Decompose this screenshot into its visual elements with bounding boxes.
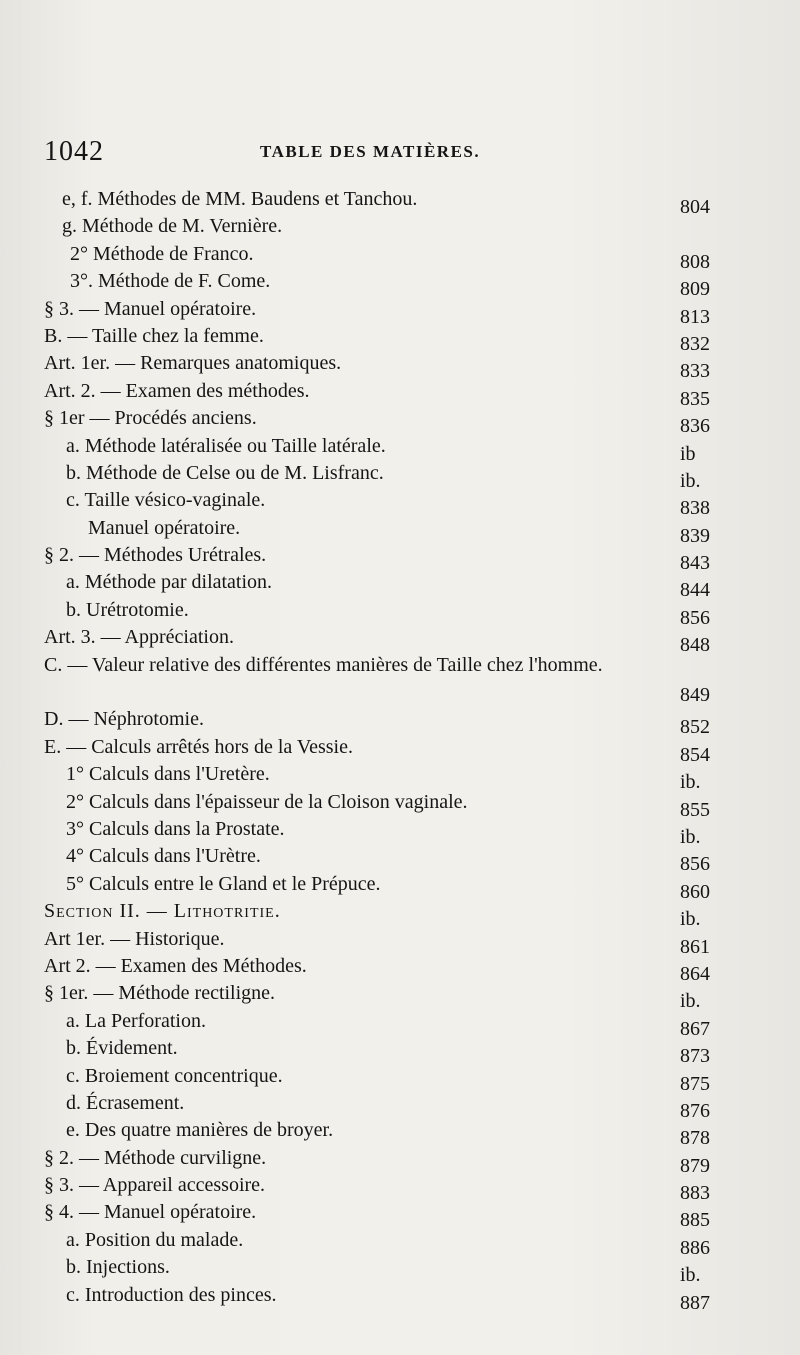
toc-entry-page: 883	[680, 1182, 710, 1205]
toc-entry-text: 4° Calculs dans l'Urètre.	[66, 845, 261, 868]
toc-entry	[0, 213, 800, 240]
toc-entry-text: Art. 1er. — Remarques anatomiques.	[44, 352, 342, 375]
toc-entry-text: a. Méthode par dilatation.	[66, 571, 273, 594]
toc-entry	[0, 569, 800, 602]
toc-entry	[0, 734, 800, 766]
toc-entry-text: 1° Calculs dans l'Uretère.	[66, 763, 270, 786]
toc-entry-page: 849	[680, 683, 710, 706]
toc-entry-page: ib.	[680, 908, 701, 931]
toc-entry-page: 813	[680, 305, 710, 328]
toc-entry-page: 887	[680, 1291, 710, 1314]
toc-entry-page: ib.	[680, 771, 701, 794]
toc-entry-page: 867	[680, 1017, 710, 1040]
toc-entry	[0, 405, 800, 438]
toc-entry-text: c. Taille vésico-vaginale.	[66, 489, 266, 512]
toc-entry	[0, 1117, 800, 1150]
toc-entry	[0, 241, 800, 273]
toc-entry-text: C. — Valeur relative des différentes manières de Taille chez l'homme.	[44, 653, 603, 676]
toc-entry	[0, 1145, 800, 1177]
toc-entry-page: 861	[680, 935, 710, 958]
toc-entry	[0, 186, 800, 218]
toc-entry-text: § 2. — Méthode curviligne.	[44, 1146, 267, 1169]
toc-entry	[0, 871, 800, 903]
toc-entry	[0, 1199, 800, 1232]
running-title: TABLE DES MATIÈRES.	[260, 142, 481, 161]
toc-entry	[0, 843, 800, 876]
toc-entry-page: 885	[680, 1209, 710, 1232]
toc-entry	[0, 296, 800, 328]
toc-entry-page: 856	[680, 853, 710, 876]
toc-entry-text: Art 2. — Examen des Méthodes.	[44, 954, 307, 977]
toc-entry	[0, 898, 800, 931]
toc-entry-page: 839	[680, 524, 710, 547]
toc-entry	[0, 953, 800, 985]
toc-entry-text: Section II. — Lithotritie.	[44, 900, 281, 923]
toc-entry-text: § 2. — Méthodes Urétrales.	[44, 544, 267, 567]
toc-entry-text: b. Évidement.	[66, 1037, 178, 1060]
table-of-contents	[0, 186, 800, 1314]
toc-entry	[0, 378, 800, 410]
toc-entry-text: b. Méthode de Celse ou de M. Lisfranc.	[66, 461, 384, 484]
toc-entry	[0, 652, 800, 707]
toc-entry	[0, 624, 800, 657]
toc-entry-text: 5° Calculs entre le Gland et le Prépuce.	[66, 872, 381, 895]
toc-entry-text: a. Position du malade.	[66, 1228, 244, 1251]
toc-entry-text: § 3. — Manuel opératoire.	[44, 297, 257, 320]
toc-entry	[0, 980, 800, 1013]
toc-entry	[0, 789, 800, 821]
toc-entry	[0, 542, 800, 575]
toc-entry-text: c. Broiement concentrique.	[66, 1064, 283, 1087]
toc-entry-text: 2° Méthode de Franco.	[70, 242, 254, 265]
toc-entry-text: Art. 2. — Examen des méthodes.	[44, 379, 310, 402]
toc-entry	[0, 515, 800, 547]
toc-entry-page: 809	[680, 278, 710, 301]
toc-entry	[0, 350, 800, 383]
toc-entry	[0, 1254, 800, 1287]
toc-entry-text: b. Injections.	[66, 1256, 170, 1279]
toc-entry	[0, 926, 800, 958]
toc-entry-page: 808	[680, 250, 710, 273]
toc-entry-page: 848	[680, 634, 710, 657]
toc-entry-page: 876	[680, 1099, 710, 1122]
toc-entry-page: 886	[680, 1236, 710, 1259]
toc-entry	[0, 433, 800, 465]
toc-entry-page: 878	[680, 1127, 710, 1150]
toc-entry	[0, 1172, 800, 1205]
toc-entry	[0, 1063, 800, 1095]
toc-entry-text: § 4. — Manuel opératoire.	[44, 1201, 257, 1224]
toc-entry-page: ib	[680, 442, 696, 465]
toc-entry	[0, 761, 800, 794]
toc-entry	[0, 1008, 800, 1040]
toc-entry	[0, 1227, 800, 1259]
toc-entry-text: d. Écrasement.	[66, 1091, 185, 1114]
toc-entry-text: Art 1er. — Historique.	[44, 927, 225, 950]
toc-entry	[0, 706, 800, 739]
toc-entry-text: 2° Calculs dans l'épaisseur de la Cloison vaginale.	[66, 790, 468, 813]
toc-entry-page: 860	[680, 880, 710, 903]
toc-entry-page: 856	[680, 606, 710, 629]
toc-entry-text: § 1er — Procédés anciens.	[44, 407, 257, 430]
toc-entry-page: 835	[680, 387, 710, 410]
toc-entry-text: c. Introduction des pinces.	[66, 1283, 277, 1306]
toc-entry-page: 879	[680, 1154, 710, 1177]
toc-entry-text: a. La Perforation.	[66, 1009, 206, 1032]
toc-entry-text: 3°. Méthode de F. Come.	[70, 270, 271, 293]
toc-entry	[0, 268, 800, 301]
toc-entry-text: b. Urétrotomie.	[66, 598, 189, 621]
toc-entry-page: 854	[680, 743, 710, 766]
toc-entry-text: § 1er. — Méthode rectiligne.	[44, 982, 276, 1005]
page-header	[40, 132, 760, 172]
toc-entry-text: D. — Néphrotomie.	[44, 708, 204, 731]
toc-entry-text: e, f. Méthodes de MM. Baudens et Tanchou.	[62, 188, 418, 210]
toc-entry	[0, 597, 800, 629]
toc-entry-text: a. Méthode latéralisée ou Taille latérale.	[66, 434, 386, 457]
toc-entry-text: g. Méthode de M. Vernière.	[62, 215, 283, 238]
toc-entry-page: 855	[680, 798, 710, 821]
toc-entry-text: Art. 3. — Appréciation.	[44, 626, 234, 649]
toc-entry-text: E. — Calculs arrêtés hors de la Vessie.	[44, 735, 353, 758]
toc-entry-text: 3° Calculs dans la Prostate.	[66, 818, 285, 840]
toc-entry-text: Manuel opératoire.	[88, 516, 241, 539]
toc-entry-page: 833	[680, 360, 710, 383]
toc-entry-text: § 3. — Appareil accessoire.	[44, 1174, 266, 1197]
toc-entry-text: B. — Taille chez la femme.	[44, 324, 264, 347]
toc-entry-page: ib.	[680, 826, 701, 848]
toc-entry-page: 838	[680, 497, 710, 520]
toc-entry-page: 873	[680, 1045, 710, 1068]
toc-entry-page: ib.	[680, 1264, 701, 1287]
toc-entry-page: ib.	[680, 469, 701, 492]
toc-entry-page: 844	[680, 579, 710, 602]
toc-entry	[0, 323, 800, 355]
toc-entry	[0, 487, 800, 520]
toc-entry-page: 864	[680, 962, 710, 985]
toc-entry-text: e. Des quatre manières de broyer.	[66, 1119, 334, 1142]
toc-entry	[0, 460, 800, 492]
toc-entry	[0, 816, 800, 848]
toc-entry	[0, 1035, 800, 1068]
toc-entry	[0, 1282, 800, 1314]
toc-entry-page: 843	[680, 552, 710, 575]
toc-entry-page: ib.	[680, 990, 701, 1013]
page-number: 1042	[44, 136, 104, 167]
toc-entry-page: 852	[680, 716, 710, 739]
toc-entry	[0, 1090, 800, 1122]
toc-entry-page: 875	[680, 1072, 710, 1095]
toc-entry-page: 804	[680, 196, 710, 218]
toc-entry-page: 836	[680, 415, 710, 438]
toc-entry-page: 832	[680, 332, 710, 355]
